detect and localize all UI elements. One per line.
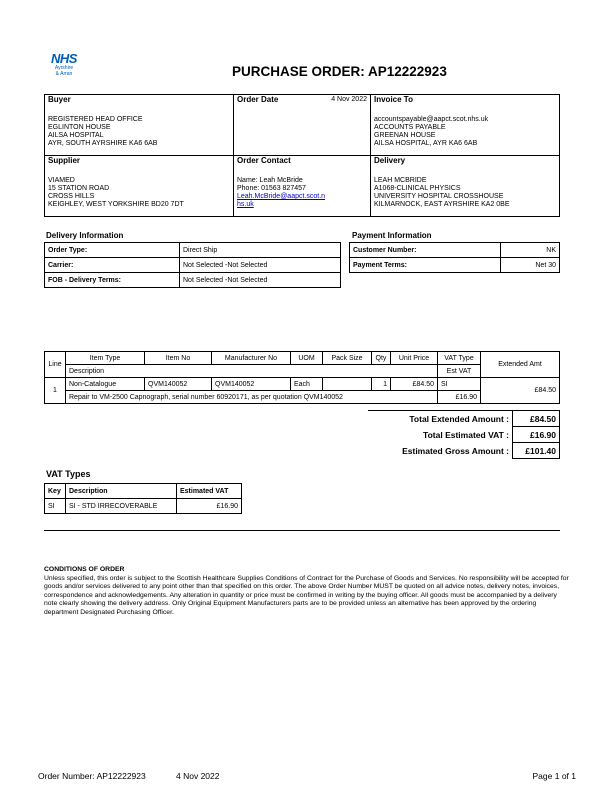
- buyer-cell: [45, 95, 234, 156]
- delivery-line: LEAH MCBRIDE: [374, 177, 427, 184]
- delivery-info-value: Not Selected -Not Selected: [180, 273, 341, 288]
- vat-estimated: £16.90: [177, 499, 242, 514]
- order-contact-cell: [234, 156, 371, 217]
- footer-order-number: Order Number: AP12222923: [38, 771, 146, 781]
- supplier-line: KEIGHLEY, WEST YORKSHIRE BD20 7DT: [48, 201, 184, 208]
- item-vat-type: SI: [438, 378, 481, 391]
- delivery-line: KILMARNOCK, EAST AYRSHIRE KA2 0BE: [374, 201, 510, 208]
- total-label: Estimated Gross Amount :: [402, 445, 509, 456]
- vat-description: SI - STD IRRECOVERABLE: [66, 499, 177, 514]
- supplier-label: Supplier: [48, 156, 81, 165]
- col-header-extended-amt: Extended Amt: [481, 352, 560, 378]
- col-header-unit-price: Unit Price: [391, 352, 438, 365]
- item-qty: 1: [372, 378, 391, 391]
- supplier-line: 15 STATION ROAD: [48, 185, 110, 192]
- vat-header-description: Description: [66, 484, 177, 499]
- item-no: QVM140052: [145, 378, 212, 391]
- total-value: £101.40: [513, 443, 560, 459]
- supplier-cell: [45, 156, 234, 217]
- col-header-item-no: Item No: [145, 352, 212, 365]
- delivery-cell: [371, 156, 560, 217]
- invoice-to-line: accountspayable@aapct.scot.nhs.uk: [374, 116, 489, 123]
- totals-table: [368, 410, 560, 459]
- payment-info-value: Net 30: [500, 258, 559, 273]
- delivery-info-value: Not Selected -Not Selected: [180, 258, 341, 273]
- buyer-line: AILSA HOSPITAL: [48, 132, 104, 139]
- supplier-line: VIAMED: [48, 177, 75, 184]
- invoice-to-line: ACCOUNTS PAYABLE: [374, 124, 446, 131]
- buyer-line: REGISTERED HEAD OFFICE: [48, 116, 143, 123]
- col-header-uom: UOM: [291, 352, 323, 365]
- footer-page: Page 1 of 1: [532, 771, 576, 781]
- table-row: [45, 499, 242, 514]
- delivery-info-label: Carrier:: [45, 258, 180, 273]
- buyer-label: Buyer: [48, 95, 71, 104]
- delivery-line: A1068-CLINICAL PHYSICS: [374, 185, 461, 192]
- vat-types-title: VAT Types: [46, 469, 91, 479]
- contact-phone: Phone: 01563 827457: [237, 185, 306, 192]
- contact-name: Name: Leah McBride: [237, 177, 303, 184]
- payment-info-value: NK: [500, 243, 559, 258]
- delivery-label: Delivery: [374, 156, 406, 165]
- col-header-vat-type: VAT Type: [438, 352, 481, 365]
- table-row: [45, 378, 560, 391]
- line-items-table: [44, 351, 560, 404]
- delivery-info-title: Delivery Information: [46, 231, 124, 240]
- col-header-pack-size: Pack Size: [323, 352, 372, 365]
- nhs-logo: [42, 52, 86, 77]
- payment-info-label: Payment Terms:: [350, 258, 501, 273]
- order-date-value: 4 Nov 2022: [331, 96, 367, 103]
- delivery-info-label: Order Type:: [45, 243, 180, 258]
- invoice-to-label: Invoice To: [374, 95, 413, 104]
- item-unit-price: £84.50: [391, 378, 438, 391]
- order-date-label: Order Date: [237, 95, 279, 104]
- nhs-logo-sub1: Ayrshire: [54, 65, 74, 71]
- total-value: £84.50: [513, 411, 560, 427]
- vat-types-table: [44, 483, 242, 514]
- delivery-line: UNIVERSITY HOSPITAL CROSSHOUSE: [374, 193, 504, 200]
- nhs-logo-text: NHS: [51, 51, 77, 66]
- buyer-line: EGLINTON HOUSE: [48, 124, 111, 131]
- order-header-grid: [44, 94, 560, 217]
- invoice-to-cell: [371, 95, 560, 156]
- total-label: Total Estimated VAT :: [423, 429, 509, 440]
- nhs-logo-sub2: & Arran: [55, 71, 73, 77]
- col-header-qty: Qty: [372, 352, 391, 365]
- order-contact-label: Order Contact: [237, 156, 291, 165]
- total-value: £16.90: [513, 427, 560, 443]
- item-description: Repair to VM-2500 Capnograph, serial number 60920171, as per quotation QVM140052: [66, 391, 438, 404]
- col-header-mfr-no: Manufacturer No: [212, 352, 291, 365]
- buyer-line: AYR, SOUTH AYRSHIRE KA6 6AB: [48, 140, 158, 147]
- item-est-vat: £16.90: [438, 391, 481, 404]
- item-pack-size: [323, 378, 372, 391]
- vat-header-key: Key: [45, 484, 66, 499]
- conditions-title: CONDITIONS OF ORDER: [44, 566, 125, 573]
- item-line: 1: [45, 378, 66, 404]
- delivery-info-label: FOB - Delivery Terms:: [45, 273, 180, 288]
- delivery-info-value: Direct Ship: [180, 243, 341, 258]
- delivery-info-table: [44, 242, 341, 288]
- vat-key: SI: [45, 499, 66, 514]
- payment-info-title: Payment Information: [352, 231, 432, 240]
- col-header-est-vat: Est VAT: [438, 365, 481, 378]
- item-type: Non-Catalogue: [66, 378, 145, 391]
- contact-email-link-cont[interactable]: hs.uk: [237, 201, 254, 208]
- order-date-cell: [234, 95, 371, 156]
- vat-header-estimated: Estimated VAT: [177, 484, 242, 499]
- col-header-description: Description: [66, 365, 438, 378]
- conditions-of-order: [44, 566, 570, 618]
- invoice-to-line: AILSA HOSPITAL, AYR KA6 6AB: [374, 140, 478, 147]
- item-uom: Each: [291, 378, 323, 391]
- total-label: Total Extended Amount :: [368, 411, 513, 427]
- item-mfr-no: QVM140052: [212, 378, 291, 391]
- divider: [44, 530, 560, 531]
- payment-info-label: Customer Number:: [350, 243, 501, 258]
- payment-info-table: [349, 242, 560, 273]
- col-header-line: Line: [45, 352, 66, 378]
- item-extended-amt: £84.50: [481, 378, 560, 404]
- conditions-text: Unless specified, this order is subject to the Scottish Healthcare Supplies Conditions of Contract for the Purchase of Goods and Services. No responsibility will be accepted for goods and/or services delivered to any point other than that specified on this order. The above Order Number MUST be quoted on all advice notes, delivery notes, invoices, correspondence and acknowledgements. Any alteration in quantity or price must be confirmed in writing by the buying officer. All goods must be accompanied by a delivery note clearly showing the delivery address. Only Original Equipment Manufacturers parts are to be provided unless an alternative has been approved by the ordering department Designated Purchasing Officer.: [44, 574, 569, 616]
- invoice-to-line: GREENAN HOUSE: [374, 132, 436, 139]
- supplier-line: CROSS HILLS: [48, 193, 95, 200]
- page-title: PURCHASE ORDER: AP12222923: [232, 64, 447, 79]
- footer-date: 4 Nov 2022: [176, 771, 220, 781]
- contact-email-link[interactable]: Leah.McBride@aapct.scot.n: [237, 193, 326, 200]
- col-header-item-type: Item Type: [66, 352, 145, 365]
